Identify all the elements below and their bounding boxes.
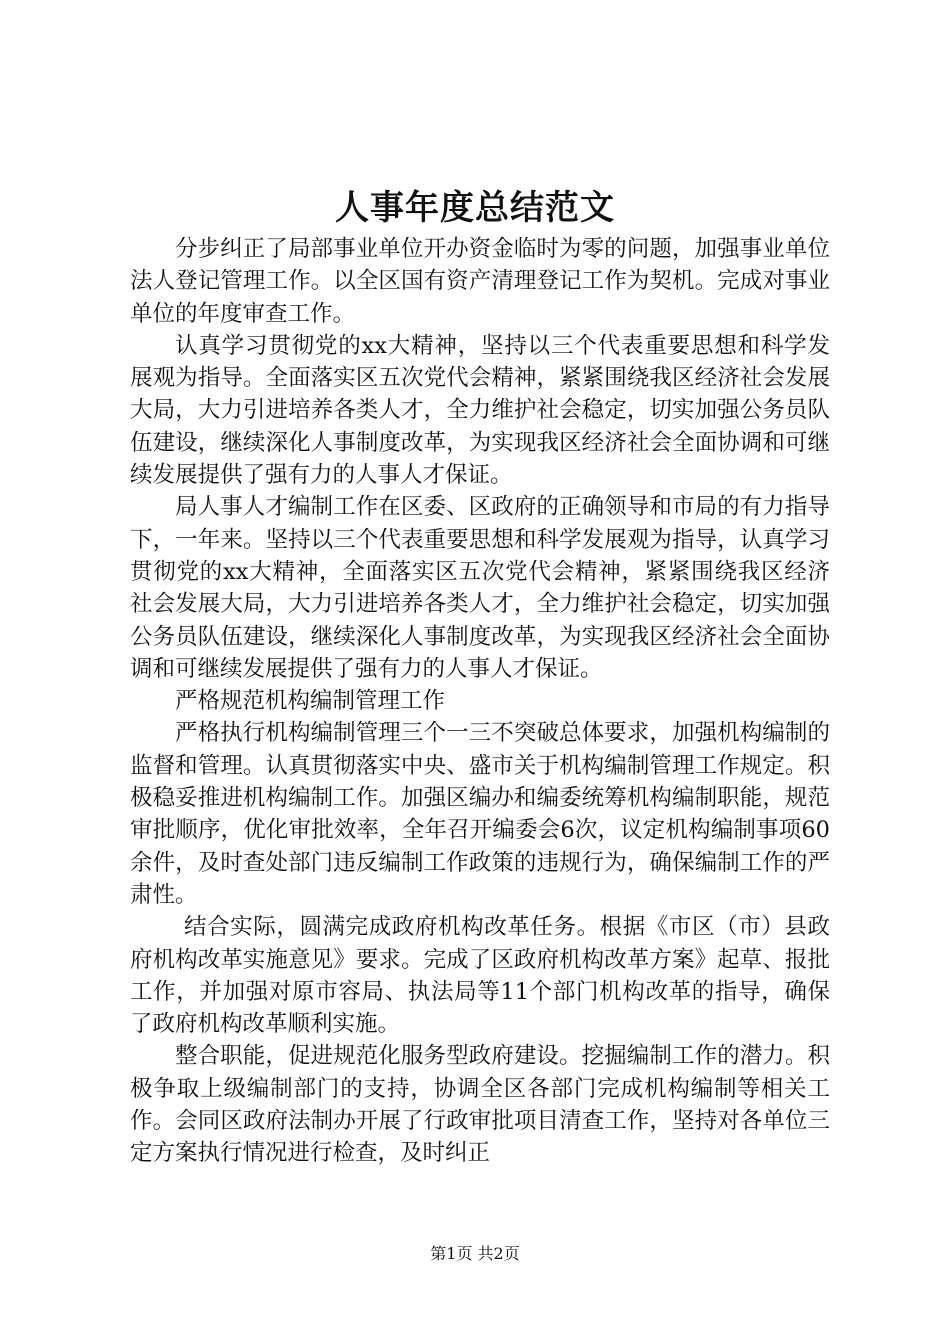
section-heading: 严格规范机构编制管理工作: [175, 688, 446, 715]
paragraph-3: 局人事人才编制工作在区委、区政府的正确领导和市局的有力指导下，一年来。坚持以三个代表重要思想和科学发展观为指导，认真学习贯彻党的xx大精神，全面落实区五次党代会精神，紧紧围绕我区经济社会发展大局，大力引进培养各类人才，全力维护社会稳定，切实加强公务员队伍建设，继续深化人事制度改革，为实现我区经济社会全面协调和可继续发展提供了强有力的人事人才保证。: [130, 494, 830, 682]
paragraph-6: 整合职能，促进规范化服务型政府建设。挖掘编制工作的潜力。积极争取上级编制部门的支持，协调全区各部门完成机构编制等相关工作。会同区政府法制办开展了行政审批项目清查工作，坚持对各单位三定方案执行情况进行检查，及时纠正: [130, 1043, 830, 1167]
document-body: [130, 233, 830, 1170]
document-title: 人事年度总结范文: [335, 188, 615, 228]
paragraph-2: 认真学习贯彻党的xx大精神，坚持以三个代表重要思想和科学发展观为指导。全面落实区五次党代会精神，紧紧围绕我区经济社会发展大局，大力引进培养各类人才，全力维护社会稳定，切实加强公务员队伍建设，继续深化人事制度改革，为实现我区经济社会全面协调和可继续发展提供了强有力的人事人才保证。: [130, 332, 830, 489]
paragraph-1: 分步纠正了局部事业单位开办资金临时为零的问题，加强事业单位法人登记管理工作。以全区国有资产清理登记工作为契机。完成对事业单位的年度审查工作。: [130, 236, 830, 327]
page-footer: 第1页 共2页: [430, 1244, 520, 1263]
paragraph-4: 严格执行机构编制管理三个一三不突破总体要求，加强机构编制的监督和管理。认真贯彻落实中央、盛市关于机构编制管理工作规定。积极稳妥推进机构编制工作。加强区编办和编委统筹机构编制职能，规范审批顺序，优化审批效率，全年召开编委会6次，议定机构编制事项60余件，及时查处部门违反编制工作政策的违规行为，确保编制工作的严肃性。: [130, 720, 830, 908]
paragraph-5: 结合实际，圆满完成政府机构改革任务。根据《市区（市）县政府机构改革实施意见》要求。完成了区政府机构改革方案》起草、报批工作，并加强对原市容局、执法局等11个部门机构改革的指导，确保了政府机构改革顺利实施。: [130, 914, 830, 1038]
